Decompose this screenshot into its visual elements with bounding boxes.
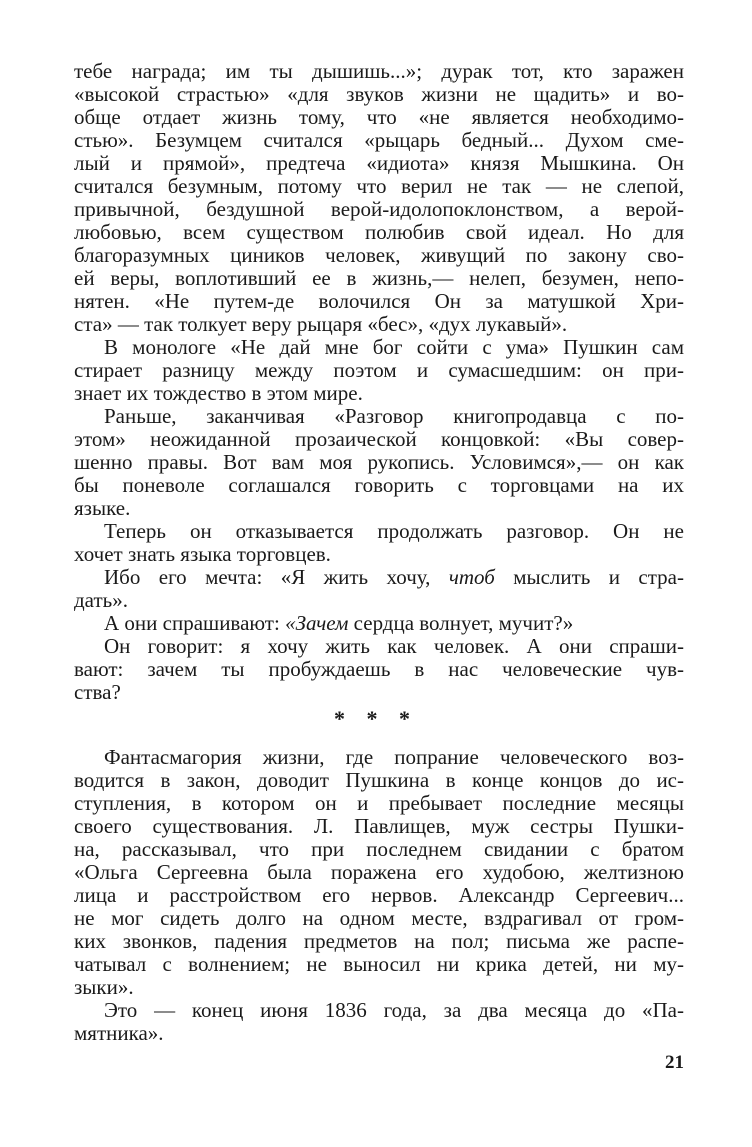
text-line: Фантасмагория жизни, где попрание человеческого воз- [104,745,684,769]
section-separator: * * * [334,706,418,731]
text-line: лица и расстройством его нервов. Александр Сергеевич... [74,883,684,907]
text-line: Теперь он отказывается продолжать разговор. Он не [104,519,684,543]
text-line: хочет знать языка торговцев. [74,542,331,566]
emphasis: «Зачем [285,611,349,635]
text-line: Это — конец июня 1836 года, за два месяца до «Па- [104,998,684,1022]
text-line: лый и прямой», предтеча «идиота» князя Мышкина. Он [74,151,684,175]
text-line: стирает разницу между поэтом и сумасшедшим: он при- [74,358,684,382]
text-line: обще отдает жизнь тому, что «не является необходимо- [74,105,684,129]
text-line: ступления, в котором он и пребывает последние месяцы [74,791,684,815]
text-line: не мог сидеть долго на одном месте, вздрагивал от гром- [74,906,684,930]
text-line: Ибо его мечта: «Я жить хочу, чтоб мыслить и стра- [104,565,684,589]
text-line: ства? [74,680,121,704]
text-line: считался безумным, потому что верил не так — не слепой, [74,174,684,198]
text-line: бы поневоле соглашался говорить с торговцами на их [74,473,684,497]
text-line: благоразумных циников человек, живущий по закону сво- [74,243,684,267]
text-line: вают: зачем ты пробуждаешь в нас человеческие чув- [74,657,684,681]
text-line: Он говорит: я хочу жить как человек. А они спраши- [104,634,684,658]
text-line: знает их тождество в этом мире. [74,381,363,405]
text-line: А они спрашивают: «Зачем сердца волнует, мучит?» [104,611,574,635]
text-line: нятен. «Не путем-де волочился Он за матушкой Хри- [74,289,684,313]
text-line: привычной, бездушной верой-идолопоклонством, а верой- [74,197,684,221]
text-line: любовью, всем существом полюбив свой идеал. Но для [74,220,684,244]
text-line: тебе награда; им ты дышишь...»; дурак тот, кто заражен [74,59,684,83]
emphasis: чтоб [448,565,495,589]
text-line: стью». Безумцем считался «рыцарь бедный... Духом сме- [74,128,684,152]
text-line: ста» — так толкует веру рыцаря «бес», «дух лукавый». [74,312,568,336]
text-line: шенно правы. Вот вам моя рукопись. Условимся»,— он как [74,450,684,474]
text-line: своего существования. Л. Павлищев, муж сестры Пушки- [74,814,684,838]
text-line: зыки». [74,975,134,999]
text-line: «Ольга Сергеевна была поражена его худобою, желтизною [74,860,684,884]
text-line: мятника». [74,1021,164,1045]
text-line: дать». [74,588,128,612]
text-line: этом» неожиданной прозаической концовкой: «Вы совер- [74,427,684,451]
text-line: ких звонков, падения предметов на пол; письма же распе- [74,929,684,953]
text-line: ей веры, воплотивший ее в жизнь,— нелеп, безумен, непо- [74,266,684,290]
text-line: Раньше, заканчивая «Разговор книгопродавца с по- [104,404,684,428]
text-line: В монологе «Не дай мне бог сойти с ума» Пушкин сам [104,335,684,359]
text-line: на, рассказывал, что при последнем свидании с братом [74,837,684,861]
text-line: чатывал с волнением; не выносил ни крика детей, ни му- [74,952,684,976]
text-line: языке. [74,496,131,520]
page-number: 21 [665,1052,684,1073]
text-line: «высокой страстью» «для звуков жизни не щадить» и во- [74,82,684,106]
text-line: водится в закон, доводит Пушкина в конце концов до ис- [74,768,684,792]
